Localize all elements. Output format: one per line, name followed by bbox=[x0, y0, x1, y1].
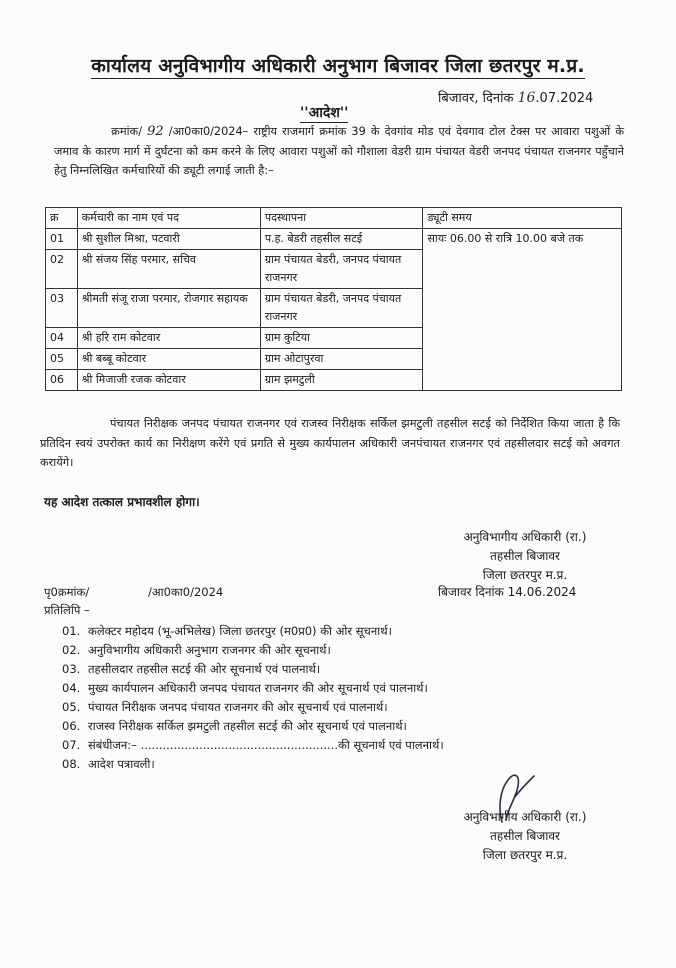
row-posting: ग्राम पंचायत बेडरी, जनपद पंचायत राजनगर bbox=[260, 289, 423, 328]
table-row bbox=[46, 229, 622, 250]
copy-number: 06. bbox=[62, 719, 81, 733]
row-employee: श्री संजय सिंह परमार, सचिव bbox=[77, 250, 260, 289]
row-posting: ग्राम ओटापुरवा bbox=[260, 349, 423, 370]
office-title-text: कार्यालय अनुविभागीय अधिकारी अनुभाग बिजावर जिला छतरपुर म.प्र. bbox=[91, 55, 585, 77]
list-item bbox=[62, 717, 444, 736]
order-number-label: क्रमांक/ bbox=[111, 125, 142, 138]
copy-list bbox=[62, 622, 444, 774]
copy-number: 02. bbox=[62, 643, 81, 657]
copy-text: राजस्व निरीक्षक सर्किल झमटुली तहसील सटई की ओर सूचनार्थ एवं पालनार्थ। bbox=[88, 719, 407, 733]
row-employee: श्री हरि राम कोटवार bbox=[77, 328, 260, 349]
signatory-designation: अनुविभागीय अधिकारी (रा.) bbox=[463, 530, 587, 544]
list-item bbox=[62, 679, 444, 698]
order-place-date bbox=[438, 88, 593, 106]
header-duty-time: ड्यूटी समय bbox=[423, 208, 622, 229]
copy-number: 07. bbox=[62, 738, 81, 752]
list-item bbox=[62, 698, 444, 717]
endorsement-number-label: पृ0क्रमांक/ bbox=[44, 585, 90, 599]
endorsement-number: /आ0का0/2024 bbox=[148, 585, 224, 599]
copy-number: 01. bbox=[62, 624, 81, 638]
signatory-designation: अनुविभागीय अधिकारी (रा.) bbox=[463, 810, 587, 824]
row-posting: प.ह. बेडरी तहसील सटई bbox=[260, 229, 423, 250]
order-number: 92 bbox=[147, 124, 164, 139]
place-date-day: 16 bbox=[517, 90, 536, 106]
row-serial: 05 bbox=[46, 349, 78, 370]
place-date-rest: .07.2024 bbox=[535, 91, 594, 106]
row-serial: 06 bbox=[46, 370, 78, 391]
row-serial: 01 bbox=[46, 229, 78, 250]
signature-block-order bbox=[440, 528, 610, 585]
instruction-paragraph: पंचायत निरीक्षक जनपद पंचायत राजनगर एवं राजस्व निरीक्षक सर्किल झमटुली तहसील सटई को निर्देशित किया जाता है कि प्रतिदिन स्वयं उपरोक्त कार्य का निरीक्षण करेंगे एवं प्रगति से मुख्य कार्यपालन अधिकारी जनपंचायत राजनगर एवं तहसीलदार सटई को अवगत करायेंगे। bbox=[40, 417, 620, 469]
copy-text: अनुविभागीय अधिकारी अनुभाग राजनगर की ओर सूचनार्थ। bbox=[88, 643, 331, 657]
signatory-district: जिला छतरपुर म.प्र. bbox=[482, 848, 568, 862]
row-employee: श्री सुशील मिश्रा, पटवारी bbox=[77, 229, 260, 250]
copy-text: तहसीलदार तहसील सटई की ओर सूचनार्थ एवं पालनार्थ। bbox=[88, 662, 321, 676]
signatory-tehsil: तहसील बिजावर bbox=[490, 549, 560, 563]
signature-block-endorsement bbox=[440, 808, 610, 865]
copy-number: 03. bbox=[62, 662, 81, 676]
list-item bbox=[62, 622, 444, 641]
list-item bbox=[62, 736, 444, 755]
copy-text: मुख्य कार्यपालन अधिकारी जनपद पंचायत राजनगर की ओर सूचनार्थ एवं पालनार्थ। bbox=[88, 681, 428, 695]
signatory-district: जिला छतरपुर म.प्र. bbox=[482, 568, 568, 582]
duty-table bbox=[45, 207, 622, 391]
header-posting: पदस्थापना bbox=[260, 208, 423, 229]
row-posting: ग्राम पंचायत बेडरी, जनपद पंचायत राजनगर bbox=[260, 250, 423, 289]
endorsement-date: बिजावर दिनांक 14.06.2024 bbox=[438, 585, 577, 599]
duty-time-cell: सायः 06.00 से रात्रि 10.00 बजे तक bbox=[423, 229, 622, 391]
copy-text: संबंधीजन:– ......................................................की सूचनार्थ एवं पालनार्थ। bbox=[88, 738, 444, 752]
copy-number: 04. bbox=[62, 681, 81, 695]
row-serial: 03 bbox=[46, 289, 78, 328]
row-employee: श्रीमती संजू राजा परमार, रोजगार सहायक bbox=[77, 289, 260, 328]
duty-table-header-row bbox=[46, 208, 622, 229]
list-item bbox=[62, 755, 444, 774]
copy-to-label: प्रतिलिपि – bbox=[44, 603, 90, 617]
row-employee: श्री मिजाजी रजक कोटवार bbox=[77, 370, 260, 391]
row-serial: 04 bbox=[46, 328, 78, 349]
place-date-prefix: बिजावर, दिनांक bbox=[438, 91, 514, 106]
copy-number: 05. bbox=[62, 700, 81, 714]
copy-text: कलेक्टर महोदय (भू-अभिलेख) जिला छतरपुर (म0प्र0) की ओर सूचनार्थ। bbox=[88, 624, 392, 638]
row-employee: श्री बब्बू कोटवार bbox=[77, 349, 260, 370]
header-employee: कर्मचारी का नाम एवं पद bbox=[77, 208, 260, 229]
copy-text: पंचायत निरीक्षक जनपद पंचायत राजनगर की ओर सूचनार्थ एवं पालनार्थ। bbox=[88, 700, 388, 714]
header-serial: क्र bbox=[46, 208, 78, 229]
effect-statement: यह आदेश तत्काल प्रभावशील होगा। bbox=[44, 495, 200, 509]
copy-number: 08. bbox=[62, 757, 81, 771]
office-title bbox=[0, 52, 676, 78]
order-intro-text: /आ0का0/2024– राष्ट्रीय राजमार्ग क्रमांक 39 के देवगांव मोड एवं देवगाव टोल टेक्स पर आवारा पशुओं के जमाव के कारण मार्ग में दुर्घटना को कम करने के लिए आवारा पशुओं को गौशाला वेडरी ग्राम पंचायत वेडरी जनपद पंचायत राजनगर पहुँचाने हेतु निम्नलिखित कर्मचारियों की ड्यूटी लगाई जाती है:– bbox=[54, 125, 625, 177]
row-serial: 02 bbox=[46, 250, 78, 289]
order-intro-paragraph bbox=[54, 122, 624, 181]
list-item bbox=[62, 641, 444, 660]
copy-text: आदेश पत्रावली। bbox=[88, 757, 155, 771]
row-posting: ग्राम झमटुली bbox=[260, 370, 423, 391]
row-posting: ग्राम कुटिया bbox=[260, 328, 423, 349]
order-heading: ''आदेश'' bbox=[300, 105, 349, 121]
signatory-tehsil: तहसील बिजावर bbox=[490, 829, 560, 843]
list-item bbox=[62, 660, 444, 679]
